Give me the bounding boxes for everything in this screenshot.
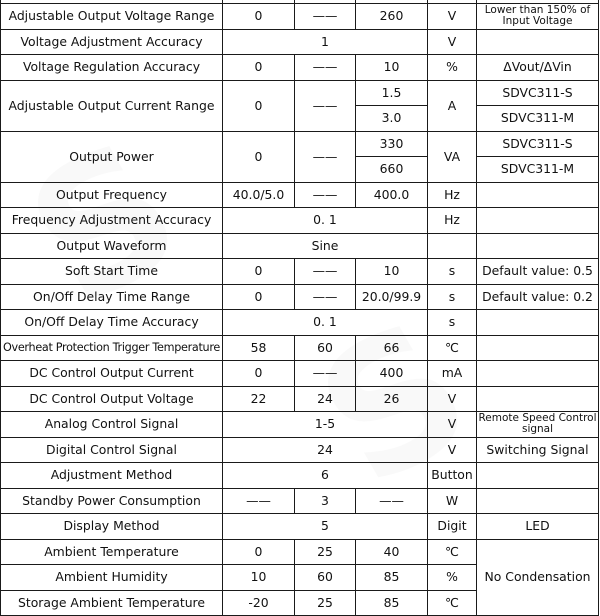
typ-cell: ——	[295, 80, 356, 131]
note-cell: SDVC311-S	[477, 131, 599, 157]
note-cell	[477, 182, 599, 208]
min-cell: ——	[223, 488, 295, 514]
min-cell: 0	[223, 284, 295, 310]
min-cell: 0	[223, 55, 295, 81]
value-cell: 5	[223, 514, 428, 540]
table-row	[1, 4, 599, 30]
table-row	[1, 29, 599, 55]
typ-cell: 25	[295, 539, 356, 565]
param-cell: Output Power	[1, 131, 223, 182]
note-cell: Remote Speed Control signal	[478, 412, 597, 436]
unit-cell: s	[428, 259, 477, 285]
unit-cell: Button	[428, 463, 477, 489]
max-cell: 400	[356, 361, 428, 387]
param-cell: Standby Power Consumption	[1, 488, 223, 514]
max-cell: 85	[356, 565, 428, 591]
value-cell: 6	[223, 463, 428, 489]
typ-cell: 25	[295, 590, 356, 616]
unit-cell: mA	[428, 361, 477, 387]
note-cell	[477, 310, 599, 336]
note-cell: ΔVout/ΔVin	[477, 55, 599, 81]
unit-cell: V	[428, 4, 477, 30]
unit-cell: ℃	[428, 539, 477, 565]
typ-cell: ——	[295, 182, 356, 208]
param-cell: Adjustable Output Current Range	[1, 80, 223, 131]
value-cell: Sine	[223, 233, 428, 259]
typ-cell: ——	[295, 284, 356, 310]
param-cell: Storage Ambient Temperature	[1, 590, 223, 616]
value-cell: 24	[223, 437, 428, 463]
unit-cell	[428, 233, 477, 259]
table-row	[1, 182, 599, 208]
min-cell: 0	[223, 80, 295, 131]
param-cell: Output Waveform	[1, 233, 223, 259]
param-cell: DC Control Output Voltage	[1, 386, 223, 412]
unit-cell: A	[428, 80, 477, 131]
max-cell: 85	[356, 590, 428, 616]
min-cell: 22	[223, 386, 295, 412]
min-cell: 0	[223, 539, 295, 565]
param-cell: Soft Start Time	[1, 259, 223, 285]
max-cell: 26	[356, 386, 428, 412]
table-row	[1, 361, 599, 387]
min-cell: -20	[223, 590, 295, 616]
unit-cell: %	[428, 55, 477, 81]
typ-cell: ——	[295, 131, 356, 182]
max-cell: 3.0	[356, 106, 428, 132]
value-cell: 0. 1	[223, 208, 428, 234]
table-row	[1, 208, 599, 234]
unit-cell: V	[428, 412, 477, 438]
note-cell	[477, 361, 599, 387]
param-cell: Overheat Protection Trigger Temperature	[1, 335, 223, 361]
note-cell: SDVC311-M	[477, 157, 599, 183]
unit-cell: V	[428, 29, 477, 55]
max-cell: 10	[356, 55, 428, 81]
table-row	[1, 55, 599, 81]
unit-cell: ℃	[428, 590, 477, 616]
note-cell	[477, 29, 599, 55]
param-cell: Digital Control Signal	[1, 437, 223, 463]
unit-cell: s	[428, 310, 477, 336]
unit-cell: s	[428, 284, 477, 310]
max-cell: ——	[356, 488, 428, 514]
note-cell: Lower than 150% of Input Voltage	[477, 4, 599, 30]
table-row	[1, 386, 599, 412]
param-cell: Voltage Adjustment Accuracy	[1, 29, 223, 55]
unit-cell: V	[428, 386, 477, 412]
max-cell: 40	[356, 539, 428, 565]
min-cell: 40.0/5.0	[223, 182, 295, 208]
note-cell	[477, 386, 599, 412]
table-row	[1, 514, 599, 540]
note-cell	[477, 488, 599, 514]
table-row	[1, 80, 599, 106]
table-row	[1, 463, 599, 489]
unit-cell: Digit	[428, 514, 477, 540]
param-cell: Adjustable Output Voltage Range	[1, 4, 223, 30]
param-cell: Frequency Adjustment Accuracy	[1, 208, 223, 234]
max-cell: 660	[356, 157, 428, 183]
note-cell	[477, 335, 599, 361]
typ-cell: 24	[295, 386, 356, 412]
param-cell: Display Method	[1, 514, 223, 540]
max-cell: 260	[356, 4, 428, 30]
typ-cell: ——	[295, 361, 356, 387]
min-cell: 0	[223, 361, 295, 387]
param-cell: DC Control Output Current	[1, 361, 223, 387]
param-cell: Ambient Humidity	[1, 565, 223, 591]
param-cell: Ambient Temperature	[1, 539, 223, 565]
note-cell: Switching Signal	[477, 437, 599, 463]
value-cell: 1	[223, 29, 428, 55]
param-cell: On/Off Delay Time Range	[1, 284, 223, 310]
typ-cell: 60	[295, 565, 356, 591]
unit-cell: Hz	[428, 182, 477, 208]
unit-cell: Hz	[428, 208, 477, 234]
param-cell: Voltage Regulation Accuracy	[1, 55, 223, 81]
min-cell: 0	[223, 259, 295, 285]
typ-cell: 3	[295, 488, 356, 514]
unit-cell: %	[428, 565, 477, 591]
min-cell: 10	[223, 565, 295, 591]
value-cell: 1-5	[223, 412, 428, 438]
max-cell: 20.0/99.9	[356, 284, 428, 310]
note-cell	[477, 233, 599, 259]
min-cell: 0	[223, 131, 295, 182]
unit-cell: VA	[428, 131, 477, 182]
max-cell: 10	[356, 259, 428, 285]
table-row	[1, 310, 599, 336]
max-cell: 1.5	[356, 80, 428, 106]
table-row	[1, 412, 599, 438]
param-cell: Analog Control Signal	[1, 412, 223, 438]
typ-cell: 60	[295, 335, 356, 361]
table-row	[1, 335, 599, 361]
min-cell: 0	[223, 4, 295, 30]
value-cell: 0. 1	[223, 310, 428, 336]
table-row	[1, 131, 599, 157]
table-row	[1, 233, 599, 259]
note-cell	[477, 208, 599, 234]
typ-cell: ——	[295, 259, 356, 285]
param-cell: On/Off Delay Time Accuracy	[1, 310, 223, 336]
note-cell: Default value: 0.5	[477, 259, 599, 285]
param-cell: Output Frequency	[1, 182, 223, 208]
note-cell: SDVC311-S	[477, 80, 599, 106]
table-row	[1, 259, 599, 285]
note-cell: Default value: 0.2	[477, 284, 599, 310]
unit-cell: W	[428, 488, 477, 514]
typ-cell: ——	[295, 4, 356, 30]
table-row	[1, 437, 599, 463]
max-cell: 400.0	[356, 182, 428, 208]
min-cell: 58	[223, 335, 295, 361]
table-row	[1, 488, 599, 514]
table-row	[1, 539, 599, 565]
max-cell: 66	[356, 335, 428, 361]
typ-cell: ——	[295, 55, 356, 81]
max-cell: 330	[356, 131, 428, 157]
note-cell: No Condensation	[477, 539, 599, 616]
note-cell: LED	[477, 514, 599, 540]
unit-cell: ℃	[428, 335, 477, 361]
note-cell: SDVC311-M	[477, 106, 599, 132]
unit-cell: V	[428, 437, 477, 463]
param-cell: Adjustment Method	[1, 463, 223, 489]
note-cell	[477, 463, 599, 489]
table-row	[1, 284, 599, 310]
